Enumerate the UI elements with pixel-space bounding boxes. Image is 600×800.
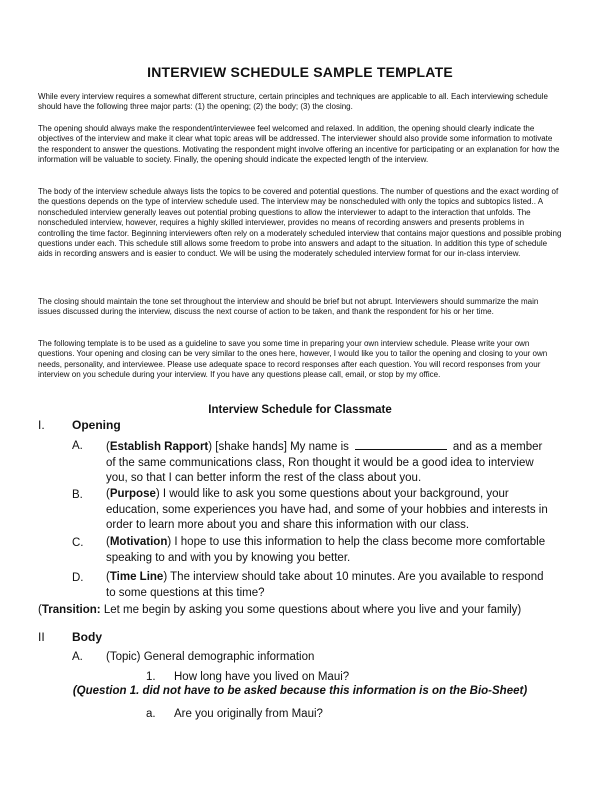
- transition-line: (Transition: Let me begin by asking you some questions about where you live and your family): [38, 604, 522, 616]
- document-title: INTERVIEW SCHEDULE SAMPLE TEMPLATE: [147, 64, 453, 80]
- item-label: Purpose: [109, 488, 156, 500]
- item-establish-rapport: (Establish Rapport) [shake hands] My name is and as a member of the same communications class, Ron thought it would be a good idea to interview you, so that I can better inform the rest of the class about you.: [106, 438, 554, 487]
- item-text: I would like to ask you some questions about your background, your education, some experiences you have had, and some of your hobbies and interests in order to learn more about you and share this information with our class.: [106, 488, 548, 531]
- section-heading-body: Body: [72, 630, 102, 644]
- question-note: (Question 1. did not have to be asked because this information is on the Bio-Sheet): [72, 685, 528, 697]
- item-purpose: (Purpose) I would like to ask you some questions about your background, your education, some experiences you have had, and some of your hobbies and interests in order to learn more about you and share this information with our class.: [106, 488, 548, 531]
- question-text: How long have you lived on Maui?: [174, 671, 350, 683]
- section-numeral-opening: I.: [38, 418, 45, 432]
- item-label: Time Line: [109, 571, 164, 583]
- item-letter: C.: [72, 537, 84, 549]
- schedule-title: Interview Schedule for Classmate: [208, 404, 392, 416]
- item-text: The interview should take about 10 minutes. Are you available to respond to some questions at this time?: [106, 571, 544, 599]
- section-heading-opening: Opening: [72, 418, 121, 432]
- item-letter: B.: [72, 489, 83, 501]
- question-number: 1.: [146, 671, 156, 683]
- opening-paragraph: The opening should always make the respondent/interviewee feel welcomed and relaxed. In addition, the opening should clearly indicate the objectives of the interview and make it clear what topic areas will be addressed. The interviewer should also provide some information to motivate the respondent to answer the questions. Motivating the respondent might involve offering an incentive for participating or an explanation for how the information will be valuable to society. Finally, the opening should indicate the expected length of the interview.: [38, 124, 560, 165]
- item-letter: D.: [72, 572, 84, 584]
- subquestion-letter: a.: [146, 708, 156, 720]
- body-paragraph: The body of the interview schedule always lists the topics to be covered and potential questions. The number of questions and the exact wording of the questions depends on the type of interview schedule used. The interview may be nonscheduled with only the topics and subtopics listed.. A nonscheduled interview generally leaves out potential probing questions to allow the interviewer to adapt to the interaction that unfolds. The nonscheduled interview, however, requires a highly skilled interviewer, provides no means of recording answers and presents problems in controlling the time factor. Beginning interviewers often rely on a moderately scheduled interview that contains major questions and possible probing questions under each. This schedule still allows some freedom to probe into answers and adapt to the situation. In addition this type of schedule aids in recording answers and is easier to conduct. We will be using the moderately scheduled interview format for our in-class interview.: [38, 187, 562, 259]
- item-motivation: (Motivation) I hope to use this information to help the class become more comfortable speaking to and with you by knowing you better.: [106, 536, 546, 564]
- subquestion-text: Are you originally from Maui?: [174, 708, 323, 720]
- transition-label: Transition:: [41, 604, 101, 616]
- item-text-before: [shake hands] My name is: [212, 441, 349, 453]
- item-text-after: and as a member of the same communications class, Ron thought it would be a good idea to interview you, so that I can better inform the rest of the class about you.: [106, 441, 543, 484]
- topic-letter: A.: [72, 651, 83, 663]
- item-label: Establish Rapport: [109, 441, 209, 453]
- closing-paragraph: The closing should maintain the tone set throughout the interview and should be brief but not abrupt. Interviewers should summarize the main issues discussed during the interview, discuss the next course of action to be taken, and thank the respondent for his or her time.: [38, 297, 539, 317]
- section-numeral-body: II: [38, 630, 45, 644]
- item-letter: A.: [72, 440, 83, 452]
- item-label: Motivation: [109, 536, 168, 548]
- transition-text: Let me begin by asking you some questions about where you live and your family): [100, 604, 522, 616]
- item-text: I hope to use this information to help the class become more comfortable speaking to and with you by knowing you better.: [106, 536, 546, 564]
- topic-text: (Topic) General demographic information: [106, 651, 315, 663]
- item-time-line: (Time Line) The interview should take about 10 minutes. Are you available to respond to some questions at this time?: [106, 571, 544, 599]
- template-paragraph: The following template is to be used as a guideline to save you some time in preparing your own interview schedule. Please write your own questions. Your opening and closing can be very similar to the ones here, however, I would like you to tailor the opening and closing to your own needs, personality, and interviewee. Please use adequate space to record responses after each question. You will record responses from your interview on you schedule during your interview. If you have any questions please call, email, or stop by my office.: [38, 339, 548, 380]
- name-blank-field[interactable]: [355, 438, 447, 450]
- intro-paragraph: While every interview requires a somewhat different structure, certain principles and techniques are applicable to all. Each interviewing schedule should have the following three major parts: (1) the opening; (2) the body; (3) the closing.: [38, 92, 548, 112]
